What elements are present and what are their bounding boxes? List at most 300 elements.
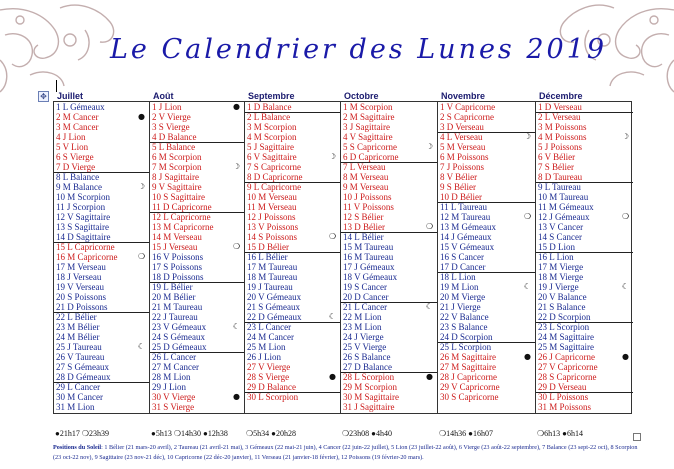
day-row	[245, 122, 340, 132]
day-entry: 11 M Verseau	[247, 202, 297, 212]
day-row	[150, 192, 244, 202]
day-row	[438, 222, 535, 232]
day-entry: 10 M Taureau	[538, 192, 589, 202]
day-entry: 23 L Scorpion	[538, 322, 590, 332]
day-row	[150, 292, 244, 302]
day-row	[536, 112, 633, 122]
day-entry: 20 S Poissons	[56, 292, 107, 302]
month-headers	[55, 91, 632, 101]
day-row	[536, 372, 633, 382]
day-row	[150, 362, 244, 372]
day-entry: 30 L Poissons	[538, 392, 589, 402]
day-entry: 29 J Lion	[152, 382, 187, 392]
day-row	[150, 242, 244, 252]
day-entry: 20 M Vierge	[440, 292, 486, 302]
day-row	[341, 252, 437, 262]
day-entry: 13 M Capricorne	[152, 222, 214, 232]
day-entry: 26 J Lion	[247, 352, 282, 362]
day-entry: 18 L Lion	[440, 272, 476, 282]
moon-phase-icon: ❍	[425, 222, 433, 231]
day-row	[438, 302, 535, 312]
day-entry: 3 M Cancer	[56, 122, 99, 132]
day-row	[341, 322, 437, 332]
day-entry: 19 J Vierge	[538, 282, 579, 292]
day-entry: 9 M Verseau	[343, 182, 389, 192]
day-entry: 17 D Cancer	[440, 262, 486, 272]
day-entry: 19 S Cancer	[343, 282, 387, 292]
day-row	[536, 352, 633, 362]
moon-phase-icon: ☽	[137, 182, 145, 191]
day-row	[54, 192, 149, 202]
month-column	[341, 102, 438, 413]
month-column	[245, 102, 341, 413]
day-row	[245, 342, 340, 352]
day-entry: 6 V Bélier	[538, 152, 576, 162]
day-entry: 15 D Lion	[538, 242, 575, 252]
day-row	[54, 242, 149, 252]
day-entry: 7 M Scorpion	[152, 162, 202, 172]
day-row	[54, 312, 149, 322]
day-entry: 3 M Scorpion	[247, 122, 297, 132]
moon-phase-icon: ●	[233, 102, 240, 111]
day-entry: 11 V Poissons	[343, 202, 394, 212]
day-entry: 5 S Capricorne	[343, 142, 397, 152]
day-row	[438, 212, 535, 222]
day-row	[54, 272, 149, 282]
day-row	[245, 322, 340, 332]
day-row	[438, 272, 535, 282]
day-entry: 21 J Vierge	[440, 302, 481, 312]
moon-phase-icon: ☾	[621, 282, 629, 291]
day-entry: 1 D Balance	[247, 102, 292, 112]
day-row	[54, 352, 149, 362]
day-entry: 8 V Bélier	[440, 172, 478, 182]
move-icon[interactable]: ✥	[38, 91, 49, 102]
day-entry: 1 D Verseau	[538, 102, 582, 112]
day-entry: 13 V Cancer	[538, 222, 584, 232]
day-row	[341, 262, 437, 272]
month-header: Septembre	[248, 91, 295, 101]
day-entry: 27 V Capricorne	[538, 362, 598, 372]
day-entry: 24 S Gémeaux	[152, 332, 205, 342]
day-row	[150, 282, 244, 292]
day-entry: 12 L Capricorne	[152, 212, 211, 222]
day-entry: 4 L Verseau	[440, 132, 483, 142]
day-row	[245, 182, 340, 192]
day-entry: 3 M Poissons	[538, 122, 587, 132]
day-entry: 19 V Verseau	[56, 282, 104, 292]
day-entry: 8 D Taureau	[538, 172, 583, 182]
day-row	[536, 272, 633, 282]
day-entry: 2 M Sagittaire	[343, 112, 395, 122]
day-entry: 18 J Verseau	[56, 272, 102, 282]
month-column	[150, 102, 245, 413]
day-entry: 12 M Taureau	[440, 212, 491, 222]
day-entry: 21 M Taureau	[152, 302, 203, 312]
moon-phase-icon: ●	[233, 392, 240, 401]
moon-phase-time: ❍23h08 ●4h40	[342, 429, 393, 438]
day-row	[341, 132, 437, 142]
day-entry: 6 V Sagittaire	[247, 152, 297, 162]
day-row	[536, 302, 633, 312]
day-row	[341, 342, 437, 352]
day-entry: 11 J Scorpion	[56, 202, 106, 212]
day-row	[54, 402, 149, 412]
day-row	[536, 262, 633, 272]
day-row	[438, 362, 535, 372]
resize-icon[interactable]	[633, 433, 641, 441]
moon-phase-time: ❍14h36 ●16h07	[439, 429, 494, 438]
day-entry: 18 D Poissons	[152, 272, 204, 282]
day-entry: 1 J Lion	[152, 102, 182, 112]
day-row	[341, 392, 437, 402]
day-entry: 19 L Bélier	[152, 282, 193, 292]
day-entry: 29 M Scorpion	[343, 382, 397, 392]
day-row	[536, 342, 633, 352]
day-entry: 2 L Balance	[247, 112, 291, 122]
day-entry: 20 V Gémeaux	[247, 292, 302, 302]
day-entry: 3 J Sagittaire	[343, 122, 390, 132]
day-entry: 29 L Cancer	[56, 382, 101, 392]
day-row	[54, 282, 149, 292]
day-entry: 25 L Scorpion	[440, 342, 492, 352]
day-entry: 9 S Bélier	[440, 182, 476, 192]
day-row	[150, 102, 244, 112]
day-entry: 18 V Gémeaux	[343, 272, 398, 282]
day-row	[245, 282, 340, 292]
day-entry: 11 M Gémeaux	[538, 202, 594, 212]
day-entry: 7 S Bélier	[538, 162, 574, 172]
day-entry: 16 V Poissons	[152, 252, 204, 262]
day-row	[536, 292, 633, 302]
day-entry: 27 M Cancer	[152, 362, 199, 372]
day-entry: 24 M Cancer	[247, 332, 294, 342]
day-row	[438, 252, 535, 262]
day-row	[536, 212, 633, 222]
day-entry: 14 S Poissons	[247, 232, 298, 242]
day-row	[150, 332, 244, 342]
day-entry: 6 D Capricorne	[343, 152, 399, 162]
day-entry: 18 M Taureau	[247, 272, 298, 282]
day-row	[341, 312, 437, 322]
day-row	[245, 362, 340, 372]
day-entry: 4 J Lion	[56, 132, 86, 142]
day-entry: 10 M Verseau	[247, 192, 297, 202]
day-entry: 26 J Capricorne	[538, 352, 595, 362]
moon-phase-icon: ☾	[137, 342, 145, 351]
day-row	[536, 392, 633, 402]
day-row	[150, 312, 244, 322]
moon-phase-icon: ●	[138, 112, 145, 121]
day-row	[54, 332, 149, 342]
day-entry: 30 M Sagittaire	[343, 392, 399, 402]
day-row	[54, 142, 149, 152]
moon-phase-icon: ❍	[137, 252, 145, 261]
day-row	[341, 302, 437, 312]
day-row	[438, 102, 535, 112]
day-entry: 5 V Lion	[56, 142, 89, 152]
day-entry: 22 J Taureau	[152, 312, 198, 322]
day-entry: 6 M Scorpion	[152, 152, 202, 162]
moon-phase-icon: ❍	[232, 242, 240, 251]
day-row	[341, 382, 437, 392]
day-entry: 30 V Vierge	[152, 392, 196, 402]
day-entry: 13 D Bélier	[343, 222, 385, 232]
day-entry: 6 M Poissons	[440, 152, 489, 162]
day-entry: 14 S Cancer	[538, 232, 582, 242]
moon-phase-time: ❍6h13 ●6h14	[537, 429, 584, 438]
day-row	[438, 142, 535, 152]
month-header: Décembre	[539, 91, 583, 101]
day-row	[54, 222, 149, 232]
day-row	[150, 122, 244, 132]
day-entry: 20 D Cancer	[343, 292, 389, 302]
day-row	[438, 202, 535, 212]
month-header: Août	[153, 91, 174, 101]
moon-phase-icon: ●	[524, 352, 531, 361]
calendar-table	[53, 101, 632, 414]
sun-positions-legend	[53, 443, 643, 463]
day-entry: 2 M Cancer	[56, 112, 99, 122]
day-entry: 16 M Capricorne	[56, 252, 118, 262]
day-entry: 10 J Poissons	[343, 192, 392, 202]
day-row	[150, 392, 244, 402]
moon-phase-icon: ☾	[425, 302, 433, 311]
day-row	[245, 232, 340, 242]
day-entry: 12 S Bélier	[343, 212, 384, 222]
moon-phase-time: ●21h17 ❍23h39	[55, 429, 110, 438]
day-row	[536, 282, 633, 292]
day-entry: 24 M Sagittaire	[538, 332, 594, 342]
day-row	[150, 262, 244, 272]
day-row	[245, 252, 340, 262]
day-row	[438, 292, 535, 302]
day-entry: 14 D Sagittaire	[56, 232, 111, 242]
day-row	[341, 272, 437, 282]
day-row	[438, 132, 535, 142]
day-row	[245, 192, 340, 202]
day-row	[54, 172, 149, 182]
day-row	[438, 152, 535, 162]
day-row	[341, 122, 437, 132]
day-row	[536, 192, 633, 202]
day-entry: 14 L Bélier	[343, 232, 384, 242]
day-row	[438, 182, 535, 192]
day-entry: 25 M Lion	[247, 342, 286, 352]
day-row	[150, 142, 244, 152]
day-row	[438, 382, 535, 392]
day-entry: 17 M Verseau	[56, 262, 106, 272]
moon-phase-icon: ☽	[328, 152, 336, 161]
day-entry: 8 J Sagittaire	[152, 172, 199, 182]
day-row	[536, 162, 633, 172]
day-entry: 15 L Capricorne	[56, 242, 115, 252]
day-entry: 3 D Verseau	[440, 122, 484, 132]
day-entry: 2 S Capricorne	[440, 112, 494, 122]
moon-phase-icon: ●	[329, 372, 336, 381]
day-entry: 4 V Sagittaire	[343, 132, 393, 142]
day-entry: 11 D Capricorne	[152, 202, 212, 212]
moon-phase-icon: ●	[426, 372, 433, 381]
day-entry: 17 M Vierge	[538, 262, 584, 272]
day-row	[438, 172, 535, 182]
day-entry: 16 L Bélier	[247, 252, 288, 262]
day-entry: 27 D Balance	[343, 362, 392, 372]
month-column	[536, 102, 633, 413]
day-row	[54, 322, 149, 332]
day-row	[150, 372, 244, 382]
day-entry: 20 V Balance	[538, 292, 587, 302]
day-row	[150, 112, 244, 122]
day-entry: 19 M Lion	[440, 282, 479, 292]
day-row	[245, 152, 340, 162]
day-entry: 23 S Balance	[440, 322, 488, 332]
day-entry: 17 S Poissons	[152, 262, 203, 272]
day-row	[150, 322, 244, 332]
day-entry: 8 L Balance	[56, 172, 100, 182]
day-row	[438, 322, 535, 332]
moon-phase-icon: ❍	[621, 212, 629, 221]
day-entry: 3 S Vierge	[152, 122, 190, 132]
day-entry: 7 D Vierge	[56, 162, 96, 172]
day-entry: 31 M Poissons	[538, 402, 592, 412]
day-entry: 5 J Sagittaire	[247, 142, 294, 152]
day-entry: 25 J Taureau	[56, 342, 102, 352]
day-row	[54, 382, 149, 392]
day-entry: 29 D Verseau	[538, 382, 587, 392]
day-row	[245, 332, 340, 342]
day-entry: 12 J Gémeaux	[538, 212, 590, 222]
day-row	[341, 162, 437, 172]
day-entry: 2 V Vierge	[152, 112, 191, 122]
day-row	[438, 312, 535, 322]
day-entry: 28 M Lion	[152, 372, 191, 382]
day-row	[150, 402, 244, 412]
day-entry: 28 D Gémeaux	[56, 372, 111, 382]
day-entry: 28 S Vierge	[247, 372, 290, 382]
day-entry: 30 M Cancer	[56, 392, 103, 402]
day-row	[245, 212, 340, 222]
moon-phase-times	[53, 429, 632, 439]
day-entry: 23 V Gémeaux	[152, 322, 207, 332]
day-row	[150, 172, 244, 182]
day-entry: 14 J Gémeaux	[440, 232, 492, 242]
day-row	[245, 132, 340, 142]
day-entry: 4 D Balance	[152, 132, 197, 142]
day-row	[150, 232, 244, 242]
moon-phase-time: ●5h13 ❍14h30 ●12h38	[151, 429, 228, 438]
day-row	[536, 362, 633, 372]
month-header: Octobre	[344, 91, 379, 101]
day-entry: 23 M Lion	[343, 322, 382, 332]
day-row	[245, 302, 340, 312]
day-entry: 24 J Vierge	[343, 332, 384, 342]
day-row	[150, 212, 244, 222]
day-row	[536, 332, 633, 342]
month-header: Juillet	[57, 91, 84, 101]
day-entry: 9 M Balance	[56, 182, 102, 192]
day-entry: 22 L Bélier	[56, 312, 97, 322]
day-row	[341, 142, 437, 152]
day-entry: 26 M Sagittaire	[440, 352, 496, 362]
day-row	[536, 322, 633, 332]
day-entry: 21 S Balance	[538, 302, 586, 312]
day-row	[54, 342, 149, 352]
day-entry: 22 M Lion	[343, 312, 382, 322]
day-entry: 29 D Balance	[247, 382, 296, 392]
day-row	[54, 112, 149, 122]
day-row	[245, 112, 340, 122]
day-entry: 17 M Taureau	[247, 262, 298, 272]
day-row	[245, 392, 340, 402]
day-entry: 14 M Verseau	[152, 232, 202, 242]
day-entry: 23 L Cancer	[247, 322, 292, 332]
day-entry: 13 M Gémeaux	[440, 222, 496, 232]
day-entry: 30 L Scorpion	[247, 392, 299, 402]
day-entry: 16 M Taureau	[343, 252, 394, 262]
day-entry: 9 L Capricorne	[247, 182, 302, 192]
day-row	[341, 212, 437, 222]
day-entry: 8 D Capricorne	[247, 172, 303, 182]
moon-phase-icon: ☾	[328, 312, 336, 321]
day-row	[150, 162, 244, 172]
day-entry: 5 J Poissons	[538, 142, 583, 152]
day-row	[245, 222, 340, 232]
day-row	[438, 112, 535, 122]
day-entry: 28 L Scorpion	[343, 372, 395, 382]
day-row	[54, 202, 149, 212]
day-entry: 25 V Vierge	[343, 342, 387, 352]
day-entry: 15 M Taureau	[343, 242, 394, 252]
day-row	[341, 202, 437, 212]
moon-phase-icon: ❍	[328, 232, 336, 241]
day-row	[536, 402, 633, 412]
day-entry: 1 L Gémeaux	[56, 102, 105, 112]
day-entry: 7 L Verseau	[343, 162, 386, 172]
day-entry: 9 L Taureau	[538, 182, 581, 192]
day-entry: 6 S Vierge	[56, 152, 94, 162]
day-row	[54, 292, 149, 302]
day-row	[54, 362, 149, 372]
day-entry: 2 L Verseau	[538, 112, 581, 122]
day-row	[54, 102, 149, 112]
day-entry: 22 D Scorpion	[538, 312, 591, 322]
day-row	[54, 182, 149, 192]
page-title: Le Calendrier des Lunes 2019	[110, 34, 608, 65]
day-entry: 12 J Poissons	[247, 212, 296, 222]
day-entry: 23 M Bélier	[56, 322, 100, 332]
day-entry: 10 M Scorpion	[56, 192, 110, 202]
day-row	[536, 152, 633, 162]
day-entry: 27 S Gémeaux	[56, 362, 109, 372]
legend-label: Positions du Soleil	[53, 444, 102, 451]
day-row	[54, 252, 149, 262]
day-row	[54, 122, 149, 132]
day-entry: 13 S Sagittaire	[56, 222, 109, 232]
day-entry: 15 D Bélier	[247, 242, 289, 252]
day-entry: 31 S Vierge	[152, 402, 195, 412]
day-row	[245, 372, 340, 382]
day-entry: 16 L Lion	[538, 252, 574, 262]
moon-phase-time: ❍5h34 ●20h28	[246, 429, 297, 438]
legend-text: : 1 Bélier (21 mars-20 avril), 2 Taureau (21 avril-21 mai), 3 Gémeaux (22 mai-21 juin), 4 Cancer (22 juin-22 juillet), 5 Lion (23 juillet-22 août), 6 Vierge (23 août-22 septembre), 7 Balance (23 sept-22 oct), 8 Scorpion (23 oct-22 nov), 9 Sagittaire (23 nov-21 déc), 10 Capricorne (22 déc-20 janvier), 11 Verseau (21 janvier-18 février), 12 Poissons (19 février-20 mars).	[53, 444, 638, 461]
day-entry: 10 D Bélier	[440, 192, 482, 202]
day-entry: 20 M Bélier	[152, 292, 196, 302]
day-row	[438, 392, 535, 402]
day-entry: 26 V Taureau	[56, 352, 105, 362]
day-entry: 21 S Gémeaux	[247, 302, 300, 312]
day-row	[536, 182, 633, 192]
